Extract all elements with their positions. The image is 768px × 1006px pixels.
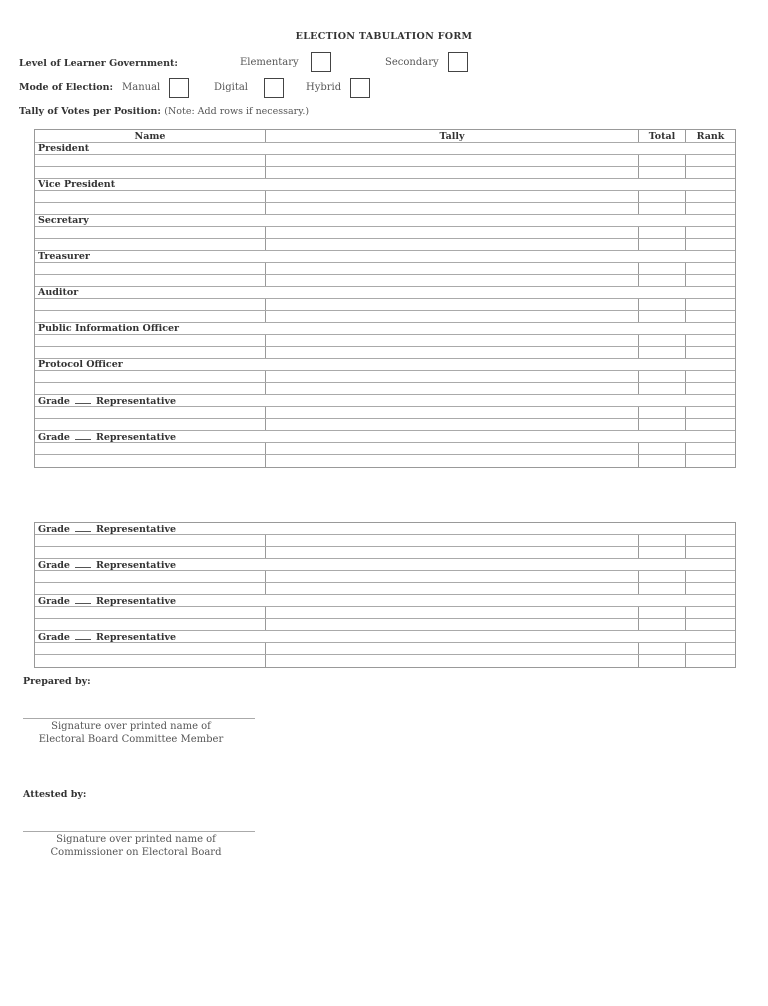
table-row[interactable] xyxy=(35,655,735,667)
position-row-grade-rep xyxy=(35,559,735,571)
table-row[interactable] xyxy=(35,419,735,431)
table-row[interactable] xyxy=(35,571,735,583)
table-row[interactable] xyxy=(35,167,735,179)
table-row[interactable] xyxy=(35,263,735,275)
position-label: Auditor xyxy=(38,287,79,298)
position-row-treasurer xyxy=(35,251,735,263)
table-row[interactable] xyxy=(35,443,735,455)
form-title: ELECTION TABULATION FORM xyxy=(295,31,473,42)
position-row-grade-rep xyxy=(35,631,735,643)
tally-table-1 xyxy=(34,129,736,468)
table-row[interactable] xyxy=(35,619,735,631)
attested-caption-line2: Commissioner on Electoral Board xyxy=(50,847,222,858)
level-label: Level of Learner Government: xyxy=(19,58,178,69)
manual-label: Manual xyxy=(122,82,161,93)
table-row[interactable] xyxy=(35,347,735,359)
table-row[interactable] xyxy=(35,191,735,203)
prepared-signature-line[interactable] xyxy=(23,718,255,719)
table-row[interactable] xyxy=(35,239,735,251)
grade-label: Grade xyxy=(38,632,70,643)
position-label: President xyxy=(38,143,90,154)
table-row[interactable] xyxy=(35,547,735,559)
prepared-label: Prepared by: xyxy=(23,676,91,687)
representative-label: Representative xyxy=(95,524,177,535)
table-row[interactable] xyxy=(35,371,735,383)
attested-caption-line1: Signature over printed name of xyxy=(56,834,216,845)
digital-checkbox[interactable] xyxy=(264,78,284,98)
table-row[interactable] xyxy=(35,275,735,287)
grade-label: Grade xyxy=(38,560,70,571)
manual-checkbox[interactable] xyxy=(169,78,189,98)
tally-intro xyxy=(19,106,309,117)
table-row[interactable] xyxy=(35,583,735,595)
position-label: Protocol Officer xyxy=(38,359,123,370)
col-name-header: Name xyxy=(134,131,166,142)
position-label: Secretary xyxy=(38,215,89,226)
position-row-president xyxy=(35,143,735,155)
position-label: Public Information Officer xyxy=(38,323,180,334)
prepared-caption-line1: Signature over printed name of xyxy=(51,721,211,732)
representative-label: Representative xyxy=(95,632,177,643)
tally-intro-label: Tally of Votes per Position: xyxy=(19,106,161,117)
table-row[interactable] xyxy=(35,407,735,419)
table-row[interactable] xyxy=(35,203,735,215)
table-header-row xyxy=(35,130,735,143)
table-row[interactable] xyxy=(35,335,735,347)
position-row-grade-rep xyxy=(35,523,735,535)
position-row-grade-rep xyxy=(35,595,735,607)
digital-label: Digital xyxy=(214,82,248,93)
table-row[interactable] xyxy=(35,455,735,467)
position-label: Vice President xyxy=(38,179,116,190)
table-row[interactable] xyxy=(35,643,735,655)
attested-signature-caption xyxy=(20,833,252,859)
hybrid-checkbox[interactable] xyxy=(350,78,370,98)
prepared-caption-line2: Electoral Board Committee Member xyxy=(38,734,224,745)
prepared-signature-caption xyxy=(15,720,247,746)
position-row-grade-rep xyxy=(35,431,735,443)
position-row-auditor xyxy=(35,287,735,299)
grade-blank[interactable] xyxy=(75,595,91,604)
representative-label: Representative xyxy=(95,560,177,571)
grade-blank[interactable] xyxy=(75,431,91,440)
hybrid-label: Hybrid xyxy=(306,82,342,93)
grade-label: Grade xyxy=(38,524,70,535)
attested-signature-line[interactable] xyxy=(23,831,255,832)
grade-blank[interactable] xyxy=(75,631,91,640)
grade-blank[interactable] xyxy=(75,559,91,568)
grade-blank[interactable] xyxy=(75,523,91,532)
elementary-checkbox[interactable] xyxy=(311,52,331,72)
table-row[interactable] xyxy=(35,155,735,167)
tally-table-2 xyxy=(34,522,736,668)
secondary-label: Secondary xyxy=(385,57,439,68)
attested-label: Attested by: xyxy=(23,789,87,800)
position-row-secretary xyxy=(35,215,735,227)
grade-label: Grade xyxy=(38,396,70,407)
col-total-header: Total xyxy=(638,130,685,142)
tally-intro-note: (Note: Add rows if necessary.) xyxy=(164,106,310,117)
position-row-vice-president xyxy=(35,179,735,191)
grade-label: Grade xyxy=(38,432,70,443)
position-row-grade-rep xyxy=(35,395,735,407)
grade-label: Grade xyxy=(38,596,70,607)
table-row[interactable] xyxy=(35,383,735,395)
secondary-checkbox[interactable] xyxy=(448,52,468,72)
elementary-label: Elementary xyxy=(240,57,299,68)
position-row-pio xyxy=(35,323,735,335)
table-row[interactable] xyxy=(35,227,735,239)
representative-label: Representative xyxy=(95,432,177,443)
table-row[interactable] xyxy=(35,607,735,619)
col-rank-header: Rank xyxy=(685,130,735,142)
table-row[interactable] xyxy=(35,311,735,323)
table-row[interactable] xyxy=(35,535,735,547)
col-tally-header: Tally xyxy=(265,130,638,142)
grade-blank[interactable] xyxy=(75,395,91,404)
position-label: Treasurer xyxy=(38,251,90,262)
table-row[interactable] xyxy=(35,299,735,311)
representative-label: Representative xyxy=(95,396,177,407)
representative-label: Representative xyxy=(95,596,177,607)
mode-label: Mode of Election: xyxy=(19,82,114,93)
position-row-protocol-officer xyxy=(35,359,735,371)
